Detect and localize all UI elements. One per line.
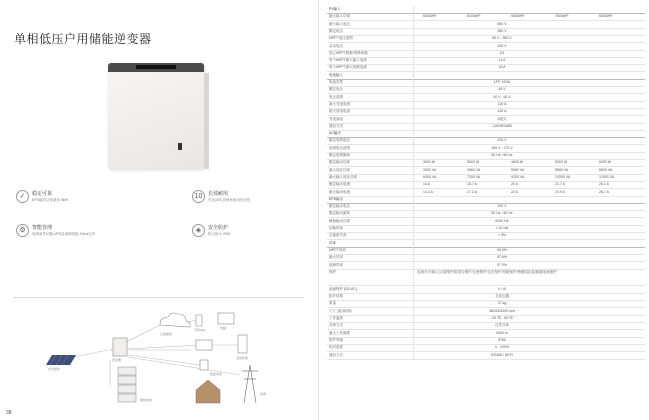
diagram-label: 手机App xyxy=(194,328,206,332)
spec-label: 冷却方式 xyxy=(329,323,343,328)
feature-name: 安全防护 xyxy=(208,225,229,231)
diagram-label: 逆变器 xyxy=(112,358,122,362)
spec-label: 最大效率 xyxy=(329,255,343,260)
spec-cell: 15.7 A xyxy=(467,182,477,187)
spec-value: 80 V - 550 V xyxy=(492,36,512,41)
inverter-side-panel xyxy=(204,73,209,169)
feature-name: 稳定可靠 xyxy=(32,191,53,197)
spec-label: 重量 xyxy=(329,301,336,306)
shield-check-icon: ✓ xyxy=(16,190,29,203)
spec-cell: 3960 VA xyxy=(467,167,481,172)
spec-cell: 3600 W xyxy=(467,160,480,165)
right-page xyxy=(319,0,649,420)
spec-label: 最大充电电流 xyxy=(329,101,350,106)
spec-cell: 26.1 A xyxy=(599,182,609,187)
spec-label: 最大工作海拔 xyxy=(329,330,350,335)
monitor-icon xyxy=(218,313,234,324)
ten-years-icon: 10 xyxy=(192,190,205,203)
spec-cell: 9200 VA xyxy=(511,174,525,179)
spec-label: 额定输出电压 xyxy=(329,204,350,209)
spec-value: CAN/RS485 xyxy=(492,123,512,128)
spec-cell: 3300 VA xyxy=(423,167,437,172)
spec-header-cell: 7600WP xyxy=(555,14,569,19)
spec-label: 最大输入视在功率 xyxy=(329,174,357,179)
spec-cell: 5000 W xyxy=(555,160,568,165)
power-tower-icon xyxy=(242,365,258,403)
spec-row xyxy=(327,352,645,360)
spec-header-cell: 6000WP xyxy=(423,14,437,19)
spec-label: 充电曲线 xyxy=(329,116,343,121)
spec-cell: 28.7 A xyxy=(599,189,609,194)
inverter-display xyxy=(136,65,176,69)
spec-label: 额定输出电流 xyxy=(329,182,350,187)
spec-value: RS485 / Wi-Fi xyxy=(491,352,513,357)
spec-value: 100 V xyxy=(497,43,507,48)
phone-icon xyxy=(196,315,202,326)
spec-value: 99.9% xyxy=(497,247,507,252)
spec-label: 额定电网频率 xyxy=(329,153,350,157)
smart-icon: ⚙ xyxy=(16,224,29,237)
spec-label: MPPT电压范围 xyxy=(329,36,353,41)
diagram-label: 储能电池 xyxy=(140,398,153,402)
spec-section-title: PV输入 xyxy=(329,7,341,11)
spec-cell: 5060 VA xyxy=(511,167,525,172)
spec-label: 最大放电电流 xyxy=(329,109,350,114)
spec-label: 浪涌保护 (DC/AC) xyxy=(329,286,358,291)
spec-label: 尺寸 (宽/高/厚) xyxy=(329,308,352,313)
fridge-icon xyxy=(238,335,247,353)
house-icon xyxy=(196,380,220,403)
spec-value: 230 V xyxy=(497,138,507,143)
spec-label: 额定电压 xyxy=(329,87,343,92)
spec-row xyxy=(327,269,645,286)
spec-header-cell: 6000WP xyxy=(599,14,613,19)
spec-value: 40 V - 60 V xyxy=(493,94,511,99)
tv-icon xyxy=(196,340,212,350)
diagram-label: 家庭负载 xyxy=(236,356,249,360)
spec-label: 切换时间 xyxy=(329,226,343,230)
spec-label: 通信方式 xyxy=(329,123,343,128)
meter-icon xyxy=(200,360,208,370)
spec-value: 3段式 xyxy=(497,116,507,121)
spec-value: 482/453/150 mm xyxy=(488,308,516,313)
spec-value: < 3% xyxy=(497,233,507,238)
spec-label: 额定输出功率 xyxy=(329,160,350,165)
spec-value: 50 Hz / 60 Hz xyxy=(491,211,513,216)
feature-desc: 防尘防水 IP65 xyxy=(208,232,231,236)
spec-label: 防护等级 xyxy=(329,337,343,342)
spec-label: 最大视在功率 xyxy=(329,167,350,172)
page-number: 38 xyxy=(6,410,12,416)
spec-section-title: AC输出 xyxy=(329,131,341,136)
diagram-label: 电脑 xyxy=(220,326,227,330)
spec-label: 额定电网电压 xyxy=(329,138,350,143)
spec-label: 峰值输出功率 xyxy=(329,218,350,223)
spec-label: 总谐波失真 xyxy=(329,233,347,238)
spec-cell: 3000 W xyxy=(423,160,436,165)
spec-label: 电压范围 xyxy=(329,94,343,99)
spec-cell: 23.9 A xyxy=(555,189,565,194)
spec-value: 97.0% xyxy=(497,262,507,267)
spec-label: 电网电压范围 xyxy=(329,145,350,150)
spec-label: 拓扑结构 xyxy=(329,294,343,299)
spec-header-cell: 9600WP xyxy=(511,14,525,19)
safety-icon: ◈ xyxy=(192,224,205,237)
spec-value: 27 kg xyxy=(497,301,507,306)
spec-value: 6000 VA xyxy=(495,218,509,223)
spec-label: 保护 xyxy=(329,269,336,274)
spec-label: 启动电压 xyxy=(329,43,343,48)
spec-column-divider xyxy=(413,6,414,359)
spec-header-cell: 8100WP xyxy=(467,14,481,19)
spec-value: 120 A xyxy=(497,109,507,114)
section-divider xyxy=(14,297,304,298)
spec-label: 最大输入功率 xyxy=(329,14,350,19)
spec-label: MPPT效率 xyxy=(329,247,346,252)
spec-label: 每个MPPT最大输入电流 xyxy=(329,58,367,63)
spec-value: 120 A xyxy=(497,101,507,106)
spec-cell: 13 A xyxy=(423,182,431,187)
spec-cell: 5500 VA xyxy=(555,167,569,172)
spec-label: 最大输出电流 xyxy=(329,189,350,194)
spec-value: 180 V - 270 V xyxy=(491,145,513,150)
spec-label: 每个MPPT最大短路电流 xyxy=(329,65,367,70)
spec-value: 4000 m xyxy=(496,330,508,335)
diagram-label: 智能电表 xyxy=(210,372,223,376)
spec-value: 直流开关/输入反接保护/防孤岛保护/过流保护/过压保护/短路保护/绝缘阻抗检测/漏电流保护 xyxy=(417,269,557,274)
spec-cell: 4600 W xyxy=(511,160,524,165)
spec-value: 0 - 100% xyxy=(494,345,510,350)
spec-value: < 10 ms xyxy=(495,226,509,230)
spec-value: 2/1 xyxy=(499,50,505,55)
solar-panel-icon xyxy=(46,355,76,365)
feature-name: 长效耐用 xyxy=(208,191,229,197)
spec-cell: 21.7 A xyxy=(555,182,565,187)
feature-name: 智能管理 xyxy=(32,225,53,231)
inverter-logo-mark xyxy=(178,143,182,150)
spec-cell: 10000 VA xyxy=(555,174,571,179)
spec-label: 额定电压 xyxy=(329,28,343,33)
battery-stack-icon xyxy=(118,367,136,402)
system-diagram xyxy=(0,305,318,415)
spec-label: 欧洲效率 xyxy=(329,262,343,267)
spec-value: 14 A xyxy=(498,58,506,63)
spec-cell: 14.3 A xyxy=(423,189,433,194)
spec-value: IP65 xyxy=(498,337,506,342)
spec-cell: 6000 VA xyxy=(423,174,437,179)
spec-cell: 6000 W xyxy=(599,160,612,165)
spec-cell: 20 A xyxy=(511,182,519,187)
spec-label: 独立MPPT路数/每路串数 xyxy=(329,50,368,55)
diagram-label: 电网 xyxy=(260,392,267,396)
spec-value: 48 V xyxy=(498,87,506,92)
spec-label: 相对湿度 xyxy=(329,345,343,350)
spec-value: 97.6% xyxy=(497,255,507,260)
spec-section-title: EPS输出 xyxy=(329,196,344,201)
spec-section-title: 效率 xyxy=(329,240,336,245)
left-page xyxy=(0,0,319,420)
spec-label: 通信方式 xyxy=(329,352,343,357)
spec-value: 自然冷却 xyxy=(495,323,509,328)
spec-section-title: 电池输入 xyxy=(329,72,343,77)
spec-cell: 22 A xyxy=(511,189,519,194)
spec-cell: 17.2 A xyxy=(467,189,477,194)
spec-value: -25 ℃ - 60 ℃ xyxy=(491,316,513,320)
spec-cell: 6600 VA xyxy=(599,167,613,172)
inverter-product-image xyxy=(108,63,204,169)
page-title: 单相低压户用储能逆变器 xyxy=(14,32,152,46)
spec-label: 工作温度 xyxy=(329,316,343,320)
spec-value: 550 V xyxy=(497,21,507,26)
spec-value: LFP, NCM xyxy=(494,80,510,84)
spec-cell: 12000 VA xyxy=(599,174,615,179)
cloud-icon xyxy=(160,313,190,327)
diagram-label: 光伏组件 xyxy=(48,367,61,371)
spec-cell: 7200 VA xyxy=(467,174,481,179)
inverter-icon xyxy=(113,338,127,356)
diagram-label: 云端监控 xyxy=(160,332,173,336)
spec-label: 额定输出频率 xyxy=(329,211,350,216)
feature-desc: 长达10年质保家庭用电无忧 xyxy=(208,198,251,202)
spec-label: 最大输入电压 xyxy=(329,21,350,26)
spec-value: 无变压器 xyxy=(495,294,509,299)
spec-value: II / III xyxy=(498,286,506,291)
spec-label: 电池类型 xyxy=(329,80,343,84)
spec-value: 18 A xyxy=(498,65,506,70)
spec-value: 360 V xyxy=(497,28,507,33)
feature-desc: EPS输出功率最高 6kW xyxy=(32,198,68,202)
spec-value: 50 Hz / 60 Hz xyxy=(491,153,513,157)
feature-desc: 电网离并切换 UPS及离网切换 10ms以内 xyxy=(32,232,96,236)
spec-value: 230 V xyxy=(497,204,507,209)
